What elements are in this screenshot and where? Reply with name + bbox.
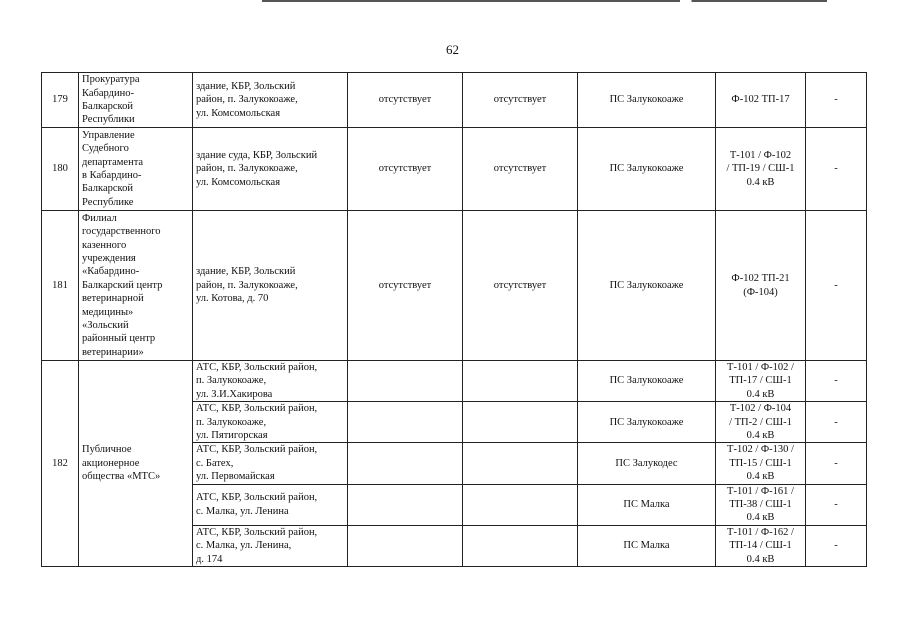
cell-line: 0.4 кВ — [746, 176, 775, 188]
cell-line: район, п. Залукокоаже, — [196, 94, 298, 106]
cell-line: ветеринарной — [82, 293, 144, 305]
dash-cell: - — [806, 525, 867, 566]
cell-line: Судебного — [82, 143, 129, 155]
page-number: 62 — [446, 42, 459, 57]
cell-line: с. Малка, ул. Ленина — [196, 505, 289, 517]
cell-line: район, п. Залукокоаже, — [196, 163, 298, 175]
organization-cell — [79, 361, 193, 567]
cell-line: медицины» — [82, 306, 134, 318]
cell-line: п. Залукокоаже, — [196, 375, 267, 387]
cell-line: Республики — [82, 114, 135, 126]
substation-cell: ПС Залукокоаже — [578, 73, 716, 128]
cell-line: ТП-15 / СШ-1 — [729, 457, 792, 469]
dash-cell: - — [806, 361, 867, 402]
empty-cell — [463, 525, 578, 566]
cell-line: ТП-17 / СШ-1 — [729, 375, 792, 387]
feeder-cell — [716, 402, 806, 443]
substation-cell: ПС Залукодес — [578, 443, 716, 484]
cell-line: Балкарский центр — [82, 279, 163, 291]
dash-cell: - — [806, 443, 867, 484]
row-number: 179 — [42, 73, 79, 128]
cell-line: департамента — [82, 156, 144, 168]
cell-line: 0.4 кВ — [746, 512, 775, 524]
cell-line: учреждения — [82, 252, 136, 264]
cell-line: АТС, КБР, Зольский район, — [196, 526, 318, 538]
cell-line: 0.4 кВ — [746, 388, 775, 400]
substation-cell: ПС Залукокоаже — [578, 402, 716, 443]
cell-line: Т-101 / Ф-102 — [729, 149, 792, 161]
cell-line: АТС, КБР, Зольский район, — [196, 403, 318, 415]
address-cell — [193, 73, 348, 128]
cell-line: здание, КБР, Зольский — [196, 266, 296, 278]
cell-line: 0.4 кВ — [746, 430, 775, 442]
cell-line: Балкарской — [82, 101, 133, 112]
table-row — [42, 128, 867, 211]
feeder-cell — [716, 443, 806, 484]
organization-cell — [79, 73, 193, 128]
cell-line: АТС, КБР, Зольский район, — [196, 492, 318, 504]
substation-cell: ПС Малка — [578, 525, 716, 566]
cell-line: район, п. Залукокоаже, — [196, 279, 298, 291]
feeder-cell — [716, 361, 806, 402]
dash-cell: - — [806, 73, 867, 128]
dash-cell: - — [806, 128, 867, 211]
dash-cell: - — [806, 211, 867, 361]
cell-line: Управление — [82, 129, 135, 141]
cell-line: АТС, КБР, Зольский район, — [196, 444, 318, 456]
cell-line: Кабардино- — [82, 87, 134, 99]
cell-line: Ф-102 ТП-21 — [731, 273, 790, 285]
feeder-cell — [716, 484, 806, 525]
cell-line: Т-102 / Ф-104 — [729, 403, 792, 415]
empty-cell — [348, 443, 463, 484]
objects-table — [41, 72, 867, 567]
cell-line: «Зольский — [82, 320, 129, 332]
cell-line: «Кабардино- — [82, 266, 140, 278]
address-cell — [193, 443, 348, 484]
table-row — [42, 211, 867, 361]
status-cell: отсутствует — [348, 211, 463, 361]
cell-line: ул. Первомайская — [196, 471, 275, 483]
substation-cell: ПС Залукокоаже — [578, 361, 716, 402]
cell-line: ТП-38 / СШ-1 — [729, 499, 792, 511]
status-cell: отсутствует — [463, 211, 578, 361]
empty-cell — [463, 443, 578, 484]
empty-cell — [463, 484, 578, 525]
cell-line: здание, КБР, Зольский — [196, 80, 296, 92]
status-cell: отсутствует — [348, 73, 463, 128]
address-cell — [193, 128, 348, 211]
cell-line: ветеринарии» — [82, 346, 144, 358]
row-number: 180 — [42, 128, 79, 211]
cell-line: Публичное — [82, 444, 132, 456]
substation-cell: ПС Малка — [578, 484, 716, 525]
cell-line: Т-102 / Ф-130 / — [727, 444, 794, 456]
cell-line: общества «МТС» — [82, 471, 161, 483]
top-rule — [262, 0, 827, 2]
empty-cell — [463, 361, 578, 402]
cell-line: ул. Комсомольская — [196, 107, 281, 119]
cell-line: казенного — [82, 239, 127, 251]
cell-line: п. Залукокоаже, — [196, 416, 267, 428]
feeder-cell — [716, 211, 806, 361]
address-cell — [193, 361, 348, 402]
row-number: 182 — [42, 361, 79, 567]
cell-line: Прокуратура — [82, 74, 140, 86]
empty-cell — [463, 402, 578, 443]
dash-cell: - — [806, 402, 867, 443]
organization-cell — [79, 211, 193, 361]
address-cell — [193, 484, 348, 525]
cell-line: / ТП-19 / СШ-1 — [726, 163, 795, 175]
substation-cell: ПС Залукокоаже — [578, 128, 716, 211]
cell-line: / ТП-2 / СШ-1 — [729, 416, 792, 428]
empty-cell — [348, 525, 463, 566]
cell-line: (Ф-104) — [743, 286, 778, 298]
cell-line: государственного — [82, 226, 161, 238]
substation-cell: ПС Залукокоаже — [578, 211, 716, 361]
feeder-cell — [716, 128, 806, 211]
cell-line: Т-101 / Ф-161 / — [727, 485, 794, 497]
cell-line: здание суда, КБР, Зольский — [196, 149, 318, 161]
cell-line: 0.4 кВ — [746, 553, 775, 565]
cell-line: Филиал — [82, 212, 117, 224]
cell-line: Ф-102 ТП-17 — [731, 94, 790, 106]
address-cell — [193, 402, 348, 443]
cell-line: ул. Комсомольская — [196, 176, 281, 188]
table-row — [42, 361, 867, 402]
cell-line: ул. Котова, д. 70 — [196, 293, 269, 305]
cell-line: Республике — [82, 196, 134, 208]
status-cell: отсутствует — [348, 128, 463, 211]
status-cell: отсутствует — [463, 73, 578, 128]
cell-line: акционерное — [82, 457, 140, 469]
table-body — [42, 73, 867, 567]
address-cell — [193, 211, 348, 361]
dash-cell: - — [806, 484, 867, 525]
feeder-cell — [716, 73, 806, 128]
cell-line: с. Малка, ул. Ленина, — [196, 540, 292, 552]
address-cell — [193, 525, 348, 566]
cell-line: ул. Пятигорская — [196, 430, 268, 442]
cell-line: с. Батех, — [196, 457, 234, 469]
cell-line: в Кабардино- — [82, 170, 142, 181]
organization-cell — [79, 128, 193, 211]
status-cell: отсутствует — [463, 128, 578, 211]
cell-line: 0.4 кВ — [746, 471, 775, 483]
cell-line: д. 174 — [196, 553, 223, 565]
feeder-cell — [716, 525, 806, 566]
empty-cell — [348, 402, 463, 443]
row-number: 181 — [42, 211, 79, 361]
cell-line: Балкарской — [82, 183, 133, 195]
cell-line: АТС, КБР, Зольский район, — [196, 362, 318, 373]
empty-cell — [348, 361, 463, 402]
table-row — [42, 73, 867, 128]
cell-line: ул. З.И.Хакирова — [196, 388, 273, 400]
empty-cell — [348, 484, 463, 525]
cell-line: районный центр — [82, 333, 156, 345]
cell-line: ТП-14 / СШ-1 — [729, 540, 792, 552]
cell-line: Т-101 / Ф-102 / — [727, 362, 794, 373]
cell-line: Т-101 / Ф-162 / — [727, 526, 794, 538]
